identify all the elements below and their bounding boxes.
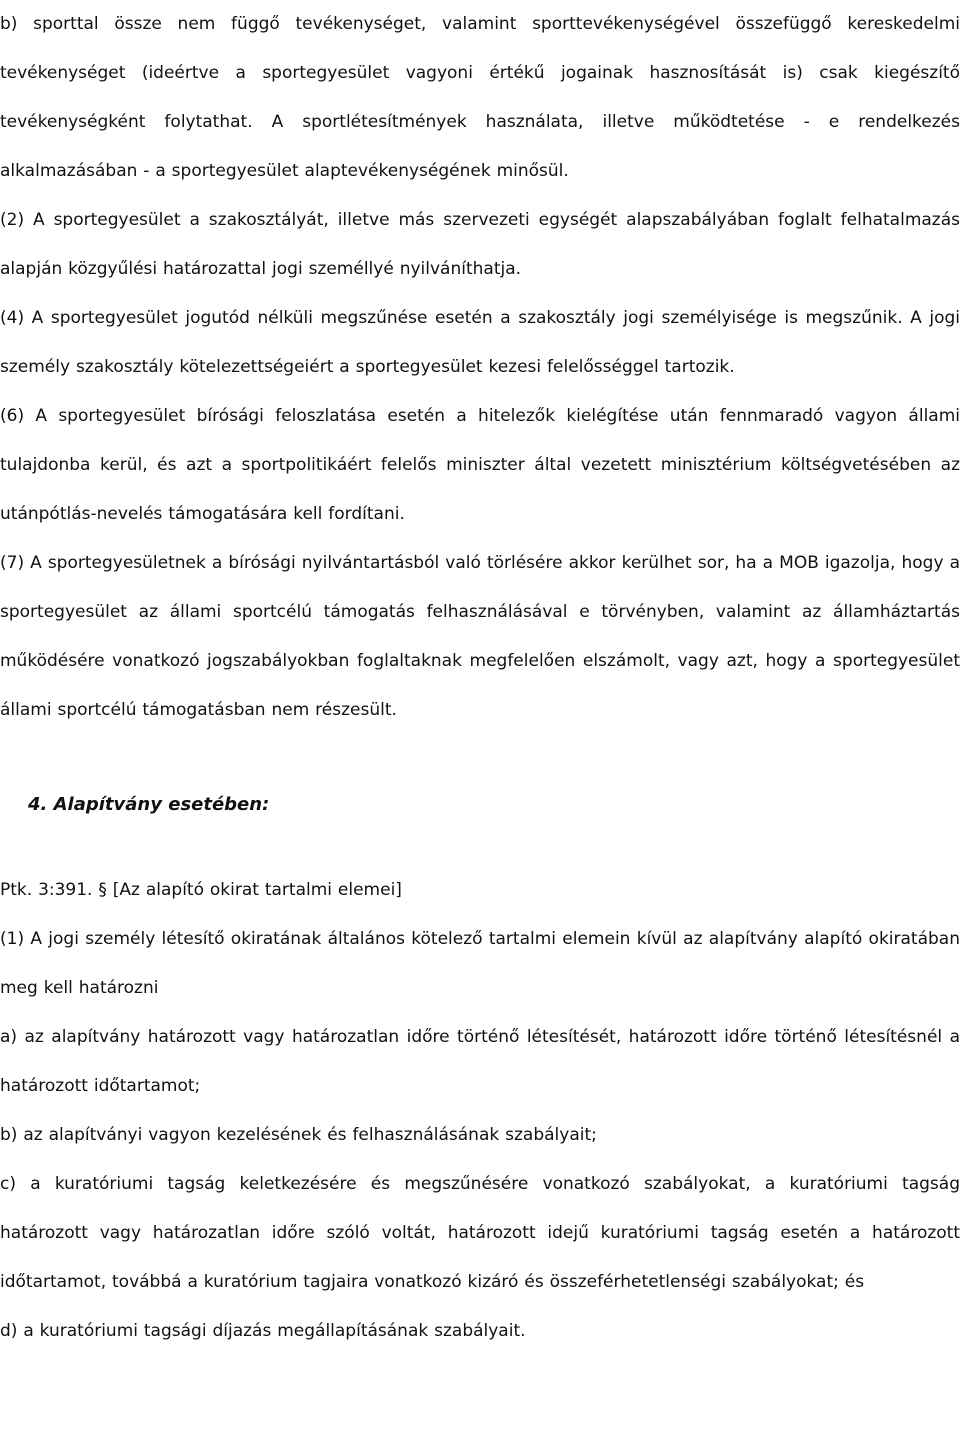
statute-reference: Ptk. 3:391. § [Az alapító okirat tartalmi elemei] (0, 880, 402, 900)
section-spacer (0, 829, 960, 866)
paragraph-4-dissolution: (4) A sportegyesület jogutód nélküli megszűnése esetén a szakosztály jogi személyisége is megszűnik. A jogi személy szakosztály kötelezettségeiért a sportegyesület kezesi felelősséggel tartozik. (0, 308, 960, 377)
list-item-a: a) az alapítvány határozott vagy határozatlan időre történő létesítését, határozott időre történő létesítésnél a határozott időtartamot; (0, 1027, 960, 1096)
paragraph-b-sport-activity: b) sporttal össze nem függő tevékenységet, valamint sporttevékenységével összefüggő kereskedelmi tevékenységet (ideértve a sportegyesület vagyoni értékű jogainak hasznosítását is) csak kiegészítő tevékenységként folytathat. A sportlétesítmények használata, illetve működtetése - e rendelkezés alkalmazásában - a sportegyesület alaptevékenységének minősül. (0, 14, 960, 181)
paragraph-1-founding-deed: (1) A jogi személy létesítő okiratának általános kötelező tartalmi elemein kívül az alapítvány alapító okiratában meg kell határozni (0, 929, 960, 998)
list-item-b: b) az alapítványi vagyon kezelésének és felhasználásának szabályait; (0, 1125, 597, 1145)
paragraph-2-legal-person: (2) A sportegyesület a szakosztályát, illetve más szervezeti egységét alapszabályában foglalt felhatalmazás alapján közgyűlési határozattal jogi személlyé nyilváníthatja. (0, 210, 960, 279)
paragraph-7-deletion: (7) A sportegyesületnek a bírósági nyilvántartásból való törlésére akkor kerülhet sor, ha a MOB igazolja, hogy a sportegyesület az állami sportcélú támogatás felhasználásával e törvényben, valamint az államháztartás működésére vonatkozó jogszabályokban foglaltaknak megfelelően elszámolt, vagy azt, hogy a sportegyesület állami sportcélú támogatásban nem részesült. (0, 553, 960, 720)
paragraph-6-court-dissolution: (6) A sportegyesület bírósági feloszlatása esetén a hitelezők kielégítése után fennmaradó vagyon állami tulajdonba kerül, és azt a sportpolitikáért felelős miniszter által vezetett minisztérium költségvetésében az utánpótlás-nevelés támogatására kell fordítani. (0, 406, 960, 524)
section-heading: 4. Alapítvány esetében: (28, 794, 270, 815)
section-spacer (0, 735, 960, 780)
list-item-d: d) a kuratóriumi tagsági díjazás megállapításának szabályait. (0, 1321, 526, 1341)
list-item-c: c) a kuratóriumi tagság keletkezésére és megszűnésére vonatkozó szabályokat, a kuratóriumi tagság határozott vagy határozatlan időre szóló voltát, határozott idejű kuratóriumi tagság esetén a határozott időtartamot, továbbá a kuratórium tagjaira vonatkozó kizáró és összeférhetetlenségi szabályokat; és (0, 1174, 960, 1292)
